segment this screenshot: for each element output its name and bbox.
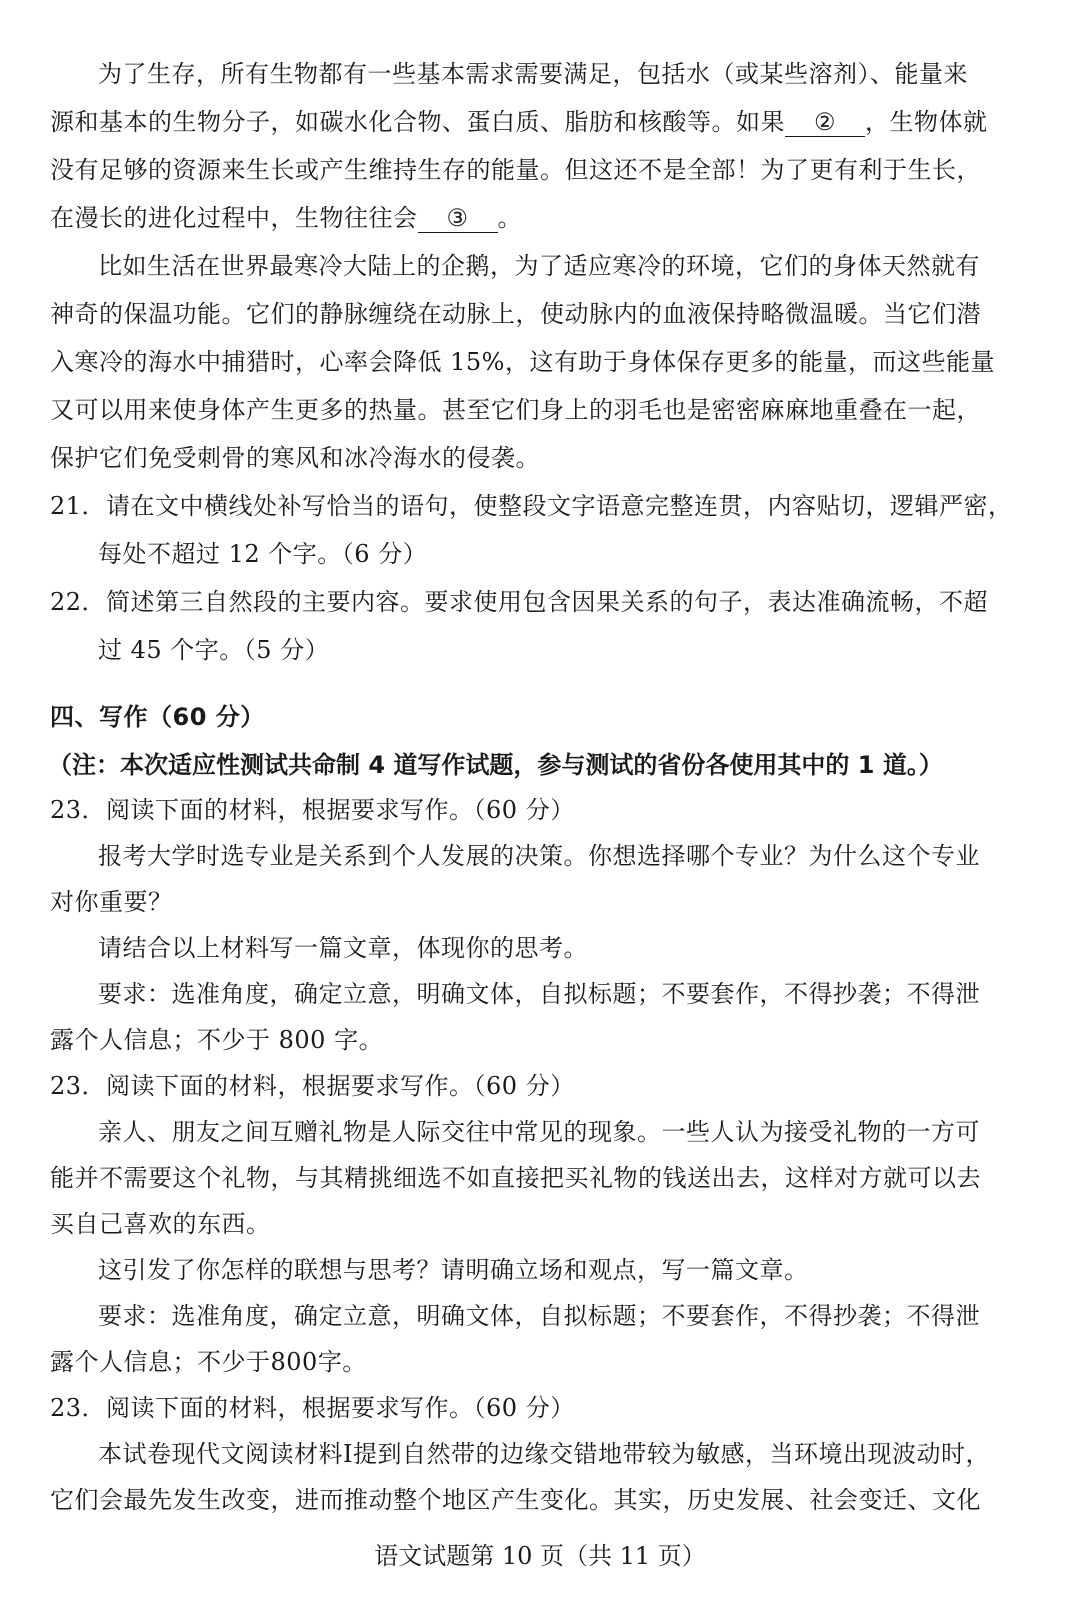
paragraph-line: 报考大学时选专业是关系到个人发展的决策。你想选择哪个专业？为什么这个专业 [98, 842, 980, 870]
section-note: （注：本次适应性测试共命制 4 道写作试题，参与测试的省份各使用其中的 1 道。） [48, 751, 943, 779]
section-title: 四、写作（60 分） [50, 703, 265, 731]
question-22: 22．简述第三自然段的主要内容。要求使用包含因果关系的句子，表达准确流畅，不超 [50, 588, 989, 616]
paragraph-line: 请结合以上材料写一篇文章，体现你的思考。 [98, 934, 588, 962]
writing-prompt-1-heading: 23．阅读下面的材料，根据要求写作。（60 分） [50, 796, 575, 824]
paragraph-line: 它们会最先发生改变，进而推动整个地区产生变化。其实，历史发展、社会变迁、文化 [50, 1486, 981, 1514]
text-segment: 源和基本的生物分子，如碳水化合物、蛋白质、脂肪和核酸等。如果 [50, 108, 785, 136]
paragraph-line: 神奇的保温功能。它们的静脉缠绕在动脉上，使动脉内的血液保持略微温暖。当它们潜 [50, 300, 981, 328]
requirement-line: 露个人信息；不少于800字。 [50, 1348, 367, 1376]
paragraph-line: 能并不需要这个礼物，与其精挑细选不如直接把买礼物的钱送出去，这样对方就可以去 [50, 1164, 981, 1192]
paragraph-line: 买自己喜欢的东西。 [50, 1210, 271, 1238]
text-segment: 。 [497, 204, 522, 232]
paragraph-line: 本试卷现代文阅读材料Ⅰ提到自然带的边缘交错地带较为敏感，当环境出现波动时， [98, 1440, 990, 1468]
requirement-line: 要求：选准角度，确定立意，明确文体，自拟标题；不要套作，不得抄袭；不得泄 [98, 1302, 980, 1330]
writing-prompt-2-heading: 23．阅读下面的材料，根据要求写作。（60 分） [50, 1072, 575, 1100]
paragraph-line: 入寒冷的海水中捕猎时，心率会降低 15%，这有助于身体保存更多的能量，而这些能量 [50, 348, 995, 376]
fill-blank-2: ② [785, 108, 865, 137]
paragraph-line [50, 106, 1030, 138]
requirement-line: 要求：选准角度，确定立意，明确文体，自拟标题；不要套作，不得抄袭；不得泄 [98, 980, 980, 1008]
paragraph-line: 这引发了你怎样的联想与思考？请明确立场和观点，写一篇文章。 [98, 1256, 809, 1284]
fill-blank-3: ③ [418, 204, 498, 233]
paragraph-line: 保护它们免受刺骨的寒风和冰冷海水的侵袭。 [50, 444, 540, 472]
paragraph-line: 亲人、朋友之间互赠礼物是人际交往中常见的现象。一些人认为接受礼物的一方可 [98, 1118, 980, 1146]
paragraph-line [50, 202, 1030, 234]
question-21-cont: 每处不超过 12 个字。（6 分） [98, 540, 428, 568]
text-segment: ，生物体就 [865, 108, 988, 136]
paragraph-line: 对你重要？ [50, 888, 173, 916]
writing-prompt-3-heading: 23．阅读下面的材料，根据要求写作。（60 分） [50, 1394, 575, 1422]
text-segment: 在漫长的进化过程中，生物往往会 [50, 204, 418, 232]
paragraph-line: 又可以用来使身体产生更多的热量。甚至它们身上的羽毛也是密密麻麻地重叠在一起， [50, 396, 981, 424]
paragraph-line: 比如生活在世界最寒冷大陆上的企鹅，为了适应寒冷的环境，它们的身体天然就有 [98, 252, 980, 280]
requirement-line: 露个人信息；不少于 800 字。 [50, 1026, 384, 1054]
paragraph-line: 没有足够的资源来生长或产生维持生存的能量。但这还不是全部！为了更有利于生长， [50, 156, 981, 184]
paragraph-line: 为了生存，所有生物都有一些基本需求需要满足，包括水（或某些溶剂）、能量来 [98, 60, 968, 88]
question-21: 21．请在文中横线处补写恰当的语句，使整段文字语意完整连贯，内容贴切，逻辑严密， [50, 492, 1013, 520]
question-22-cont: 过 45 个字。（5 分） [98, 636, 330, 664]
page-footer: 语文试题第 10 页（共 11 页） [374, 1542, 706, 1570]
